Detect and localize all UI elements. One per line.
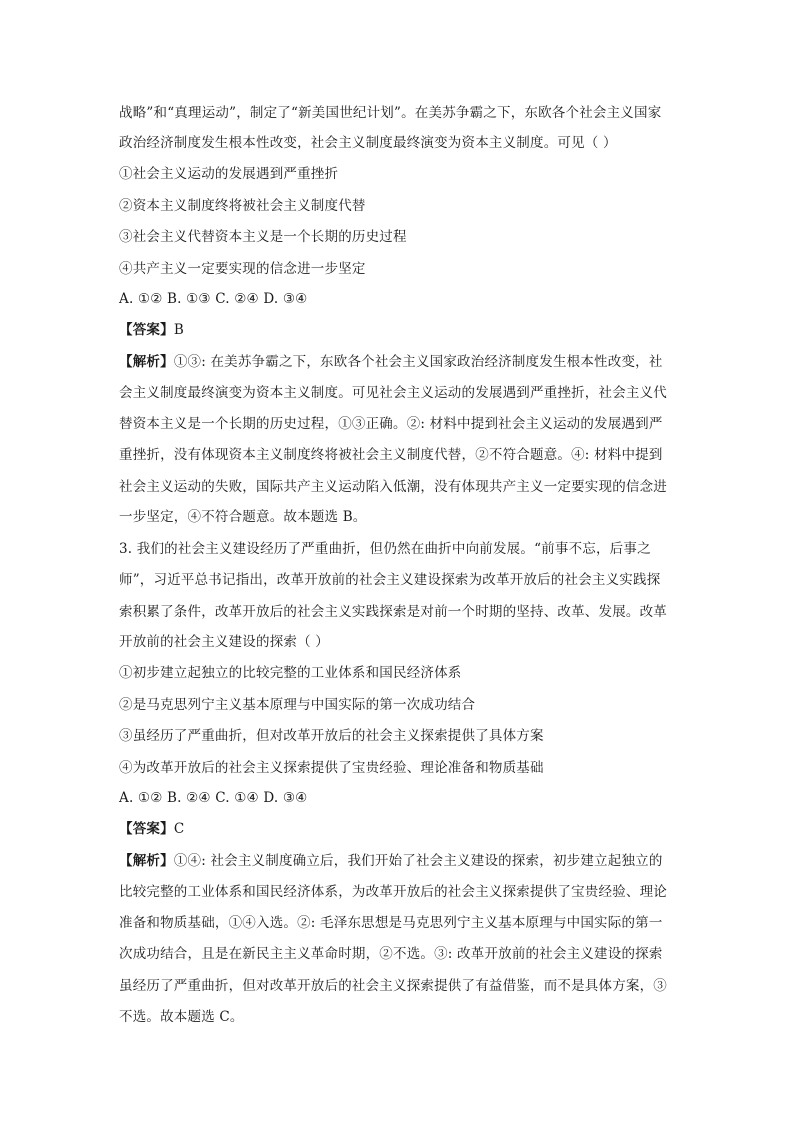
q2-analysis-line-1: [119, 353, 679, 371]
q2-stem-line-2: 政治经济制度发生根本性改变，社会主义制度最终演变为资本主义制度。可见（ ）: [119, 135, 617, 151]
q3-analysis-text-1: ①④: 社会主义制度确立后，我们开始了社会主义建设的探索，初步建立起独立的: [173, 853, 663, 869]
q2-analysis-line-6: 一步坚定，④不符合题意。故本题选 B。: [119, 509, 367, 525]
q3-analysis-line-3: 准备和物质基础，①④入选。②: 毛泽东思想是马克思列宁主义基本原理与中国实际的第一: [119, 915, 663, 931]
q3-option-2: ②是马克思列宁主义基本原理与中国实际的第一次成功结合: [119, 697, 476, 713]
q3-analysis-line-1: [119, 852, 679, 870]
q3-answer-value: C: [173, 821, 185, 837]
q2-answer-value: B: [173, 322, 184, 338]
q3-stem-line-3: 索积累了条件，改革开放后的社会主义实践探索是对前一个时期的坚持、改革、发展。改革: [119, 604, 667, 620]
q2-analysis-text-1: ①③: 在美苏争霸之下，东欧各个社会主义国家政治经济制度发生根本性改变，社: [173, 354, 663, 370]
q3-analysis-line-5: 虽经历了严重曲折，但对改革开放后的社会主义探索提供了有益借鉴，而不是具体方案，③: [119, 978, 667, 994]
q3-stem-line-2: 师”，习近平总书记指出，改革开放前的社会主义建设探索为改革开放后的社会主义实践探: [119, 572, 661, 588]
q2-answer-label: 【答案】: [119, 322, 174, 338]
q3-option-1: ①初步建立起独立的比较完整的工业体系和国民经济体系: [119, 665, 462, 681]
q3-answer-label: 【答案】: [119, 821, 174, 837]
q3-choices: A. ①② B. ②④ C. ①④ D. ③④: [119, 790, 308, 806]
q2-choices: A. ①② B. ①③ C. ②④ D. ③④: [119, 291, 308, 307]
q2-option-1: ①社会主义运动的发展遇到严重挫折: [119, 166, 339, 182]
q3-analysis-label: 【解析】: [119, 853, 174, 869]
q2-stem-line-1: 战略”和“真理运动”，制定了“新美国世纪计划”。在美苏争霸之下，东欧各个社会主义国家: [119, 105, 662, 121]
q3-analysis-line-6: 不选。故本题选 C。: [119, 1009, 244, 1025]
q2-analysis-line-5: 社会主义运动的失败，国际共产主义运动陷入低潮，没有体现共产主义一定要实现的信念进: [119, 479, 667, 495]
q3-analysis-line-2: 比较完整的工业体系和国民经济体系，为改革开放后的社会主义探索提供了宝贵经验、理论: [119, 884, 667, 900]
q3-answer: [119, 820, 679, 838]
q2-option-3: ③社会主义代替资本主义是一个长期的历史过程: [119, 229, 407, 245]
q3-stem-line-4: 开放前的社会主义建设的探索（ ）: [119, 634, 329, 650]
q2-analysis-label: 【解析】: [119, 354, 174, 370]
q3-option-4: ④为改革开放后的社会主义探索提供了宝贵经验、理论准备和物质基础: [119, 760, 544, 776]
q2-option-2: ②资本主义制度终将被社会主义制度代替: [119, 198, 366, 214]
q2-analysis-line-3: 替资本主义是一个长期的历史过程，①③正确。②: 材料中提到社会主义运动的发展遇到严: [119, 416, 663, 432]
q2-answer: [119, 321, 679, 339]
q2-analysis-line-4: 重挫折，没有体现资本主义制度终将被社会主义制度代替，②不符合题意。④: 材料中提到: [119, 447, 663, 463]
q2-analysis-line-2: 会主义制度最终演变为资本主义制度。可见社会主义运动的发展遇到严重挫折，社会主义代: [119, 385, 667, 401]
q2-option-4: ④共产主义一定要实现的信念进一步坚定: [119, 261, 366, 277]
q3-analysis-line-4: 次成功结合，且是在新民主主义革命时期，②不选。③: 改革开放前的社会主义建设的探索: [119, 946, 663, 962]
q3-option-3: ③虽经历了严重曲折，但对改革开放后的社会主义探索提供了具体方案: [119, 728, 544, 744]
q3-stem-line-1: 3. 我们的社会主义建设经历了严重曲折，但仍然在曲折中向前发展。“前事不忘，后事之: [119, 541, 651, 557]
